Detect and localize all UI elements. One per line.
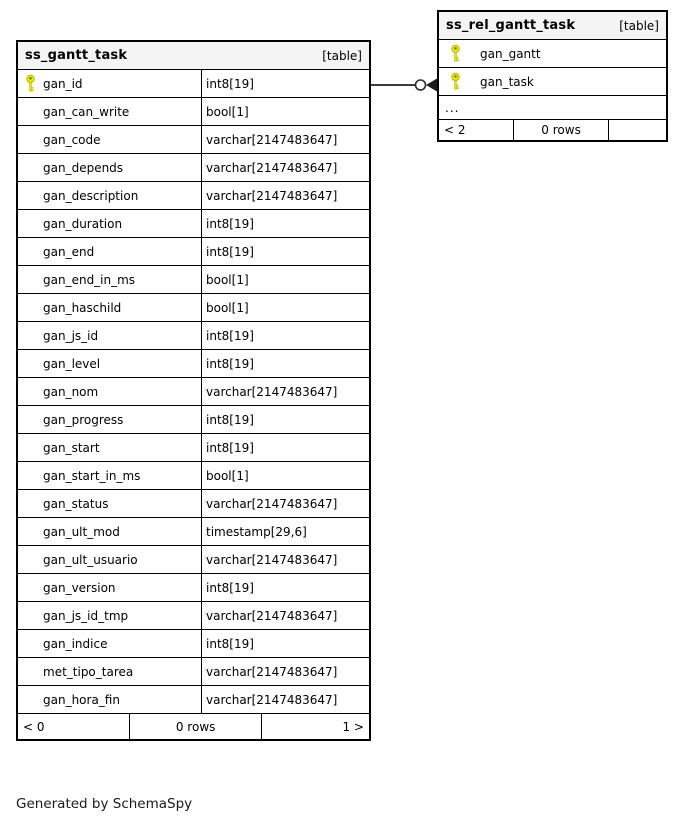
column-type: bool[1] <box>206 272 249 287</box>
column-row <box>439 68 666 96</box>
column-row <box>18 686 369 714</box>
column-name-cell <box>18 182 202 209</box>
column-name: gan_description <box>43 188 139 203</box>
footer-row-count: 0 rows <box>130 714 262 739</box>
column-name-cell <box>18 462 202 489</box>
column-name: met_tipo_tarea <box>43 664 134 679</box>
column-type-cell <box>202 322 369 349</box>
column-type: varchar[2147483647] <box>206 692 338 707</box>
column-name-cell <box>18 126 202 153</box>
column-name-cell <box>18 490 202 517</box>
column-type-cell <box>202 182 369 209</box>
column-name: gan_start <box>43 440 100 455</box>
column-row <box>18 70 369 98</box>
column-type-cell <box>202 154 369 181</box>
footer-row-count: 0 rows <box>514 120 609 140</box>
column-row <box>18 658 369 686</box>
column-row <box>18 630 369 658</box>
footer-parent-count: < 0 <box>18 714 130 739</box>
column-type: bool[1] <box>206 468 249 483</box>
column-row <box>18 322 369 350</box>
column-type-cell <box>202 210 369 237</box>
table-name[interactable]: ss_rel_gantt_task <box>446 18 576 33</box>
column-name-cell <box>18 602 202 629</box>
column-type-cell <box>202 434 369 461</box>
column-name: gan_js_id_tmp <box>43 608 129 623</box>
table-header[interactable] <box>18 42 369 70</box>
column-name-cell <box>18 518 202 545</box>
column-row <box>18 126 369 154</box>
column-type: int8[19] <box>206 356 254 371</box>
column-type: varchar[2147483647] <box>206 608 338 623</box>
table-type-badge: [table] <box>619 18 659 33</box>
column-row <box>18 266 369 294</box>
column-type: int8[19] <box>206 636 254 651</box>
column-name-cell <box>18 406 202 433</box>
primary-key-icon <box>25 74 36 93</box>
column-type-cell <box>202 546 369 573</box>
column-type: int8[19] <box>206 412 254 427</box>
column-name: gan_start_in_ms <box>43 468 141 483</box>
column-name: gan_end <box>43 244 95 259</box>
column-name: gan_haschild <box>43 300 122 315</box>
column-name: gan_ult_mod <box>43 524 120 539</box>
column-name-cell <box>18 98 202 125</box>
column-type-cell <box>202 378 369 405</box>
table-footer <box>439 120 666 140</box>
column-row <box>439 40 666 68</box>
column-name-cell <box>18 378 202 405</box>
column-name: gan_code <box>43 132 101 147</box>
column-row <box>18 406 369 434</box>
column-type: int8[19] <box>206 76 254 91</box>
column-name: gan_level <box>43 356 101 371</box>
zero-or-one-circle <box>416 80 426 90</box>
column-name: gan_depends <box>43 160 124 175</box>
column-name: gan_js_id <box>43 328 99 343</box>
column-row <box>18 350 369 378</box>
footer-parent-count: < 2 <box>439 120 514 140</box>
column-type: int8[19] <box>206 216 254 231</box>
column-type-cell <box>202 350 369 377</box>
table-ss-gantt-task[interactable] <box>16 40 371 741</box>
column-type-cell <box>202 462 369 489</box>
column-name-cell <box>18 434 202 461</box>
column-row <box>18 294 369 322</box>
footer-child-count <box>609 120 666 140</box>
column-name-cell <box>18 210 202 237</box>
column-name-cell <box>18 70 202 97</box>
column-type-cell <box>202 238 369 265</box>
column-type-cell <box>202 686 369 713</box>
column-name: gan_id <box>43 76 83 91</box>
column-type-cell <box>202 126 369 153</box>
column-name-cell <box>18 630 202 657</box>
column-name: gan_task <box>480 74 534 89</box>
footer-child-count: 1 > <box>342 719 364 734</box>
column-name-cell <box>18 574 202 601</box>
column-list <box>439 40 666 96</box>
column-type: varchar[2147483647] <box>206 188 338 203</box>
column-type-cell <box>202 70 369 97</box>
column-name-cell <box>439 40 666 67</box>
column-name-cell <box>18 658 202 685</box>
column-name: gan_end_in_ms <box>43 272 136 287</box>
column-name: gan_can_write <box>43 104 130 119</box>
column-list <box>18 70 369 714</box>
column-type-cell <box>202 294 369 321</box>
column-row <box>18 602 369 630</box>
table-ss-rel-gantt-task[interactable] <box>437 10 668 142</box>
column-row <box>18 462 369 490</box>
column-name: gan_nom <box>43 384 99 399</box>
column-name-cell <box>439 68 666 95</box>
column-type: int8[19] <box>206 244 254 259</box>
column-name-cell <box>18 350 202 377</box>
column-row <box>18 378 369 406</box>
column-row <box>18 210 369 238</box>
column-name-cell <box>18 546 202 573</box>
column-name: gan_duration <box>43 216 123 231</box>
column-type: varchar[2147483647] <box>206 132 338 147</box>
hidden-columns-ellipsis: ... <box>439 96 666 120</box>
column-name-cell <box>18 238 202 265</box>
table-header[interactable] <box>439 12 666 40</box>
column-type-cell <box>202 518 369 545</box>
column-type: timestamp[29,6] <box>206 524 307 539</box>
column-type: varchar[2147483647] <box>206 160 338 175</box>
column-name-cell <box>18 266 202 293</box>
column-row <box>18 98 369 126</box>
table-name[interactable]: ss_gantt_task <box>25 48 128 63</box>
table-footer <box>18 714 369 739</box>
column-name: gan_ult_usuario <box>43 552 138 567</box>
column-name: gan_gantt <box>480 46 541 61</box>
table-type-badge: [table] <box>322 48 362 63</box>
column-type: int8[19] <box>206 328 254 343</box>
column-name: gan_status <box>43 496 109 511</box>
column-row <box>18 574 369 602</box>
column-type-cell <box>202 602 369 629</box>
column-type-cell <box>202 658 369 685</box>
column-type: varchar[2147483647] <box>206 384 338 399</box>
column-row <box>18 434 369 462</box>
column-name: gan_progress <box>43 412 124 427</box>
column-name: gan_version <box>43 580 116 595</box>
column-type: int8[19] <box>206 440 254 455</box>
column-type-cell <box>202 98 369 125</box>
column-name-cell <box>18 154 202 181</box>
column-type-cell <box>202 406 369 433</box>
column-type: bool[1] <box>206 300 249 315</box>
column-type-cell <box>202 630 369 657</box>
column-type: varchar[2147483647] <box>206 552 338 567</box>
column-type-cell <box>202 574 369 601</box>
column-type: int8[19] <box>206 580 254 595</box>
column-type: varchar[2147483647] <box>206 496 338 511</box>
arrowhead-icon <box>426 79 437 92</box>
schemaspy-credit: Generated by SchemaSpy <box>16 796 193 812</box>
column-type-cell <box>202 490 369 517</box>
column-row <box>18 518 369 546</box>
column-row <box>18 238 369 266</box>
column-type: varchar[2147483647] <box>206 664 338 679</box>
column-name-cell <box>18 322 202 349</box>
column-name: gan_hora_fin <box>43 692 120 707</box>
column-row <box>18 490 369 518</box>
column-row <box>18 154 369 182</box>
column-name-cell <box>18 686 202 713</box>
primary-key-icon <box>450 44 461 63</box>
column-type-cell <box>202 266 369 293</box>
column-type: bool[1] <box>206 104 249 119</box>
column-row <box>18 182 369 210</box>
column-row <box>18 546 369 574</box>
column-name: gan_indice <box>43 636 108 651</box>
primary-key-icon <box>450 72 461 91</box>
column-name-cell <box>18 294 202 321</box>
